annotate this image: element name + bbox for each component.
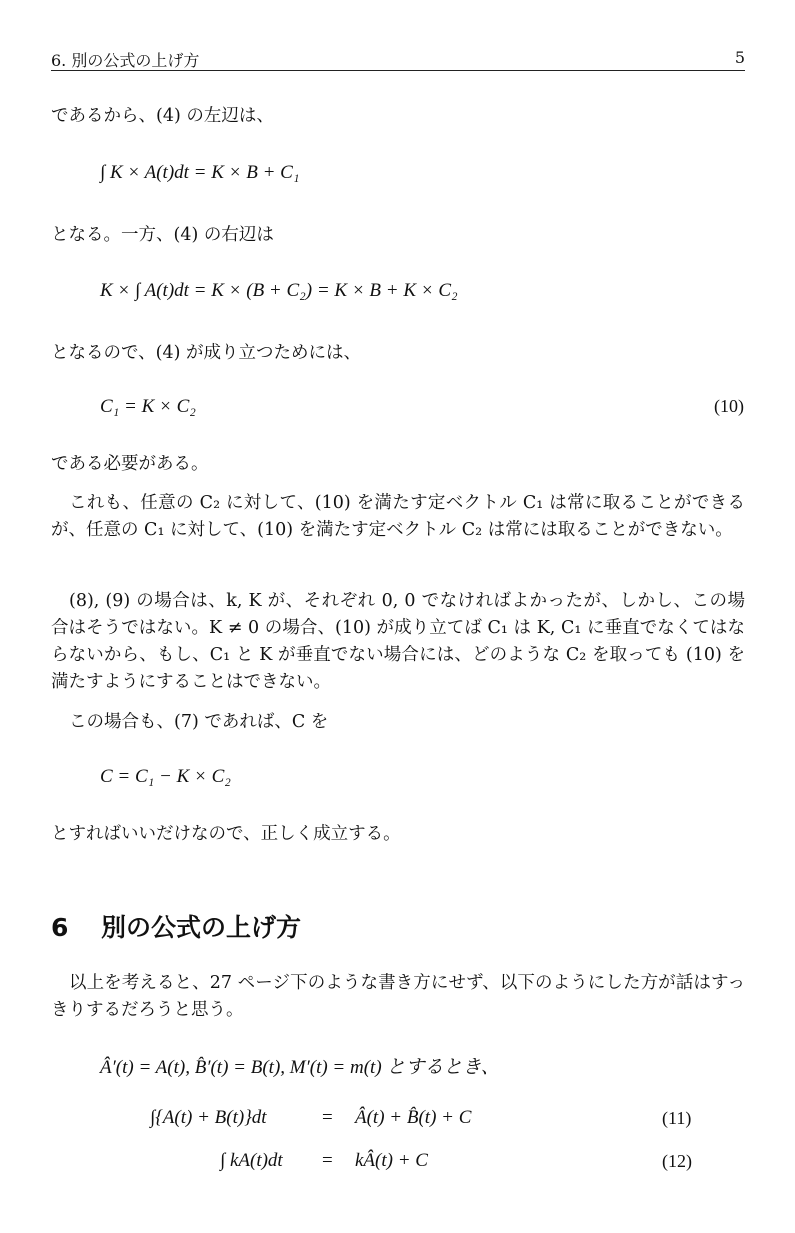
equation-number: (10): [714, 396, 744, 416]
equation-rhs: Â(t) + B̂(t) + C: [355, 1107, 472, 1128]
running-header-section: 6. 別の公式の上げ方: [51, 51, 200, 70]
equation: Â′(t) = A(t), B̂′(t) = B(t), M′(t) = m(t) とするとき、: [100, 1057, 500, 1078]
paragraph: (8), (9) の場合は、k, K が、それぞれ 0, 0 でなければよかったが、しかし、この場合はそうではない。K ≠ 0 の場合、(10) が成り立てば C₁ は K, C₁ に垂直でなくてはならないから、もし、C₁ と K が垂直でない場合には、どのような C₂ を取っても (10) を満たすようにすることはできない。: [51, 591, 745, 692]
paragraph: であるから、(4) の左辺は、: [51, 106, 274, 126]
equation: ∫ K × A(t)dt = K × B + C₁: [100, 162, 300, 183]
equation-relation: =: [322, 1150, 333, 1171]
paragraph: これも、任意の C₂ に対して、(10) を満たす定ベクトル C₁ は常に取ることができるが、任意の C₁ に対して、(10) を満たす定ベクトル C₂ は常には取ることができない。: [51, 493, 745, 540]
equation: C₁ = K × C₂: [100, 396, 196, 417]
paragraph: とすればいいだけなので、正しく成立する。: [51, 824, 401, 844]
section-number: 6: [51, 913, 69, 942]
equation: C = C₁ − K × C₂: [100, 766, 231, 787]
section-heading: [51, 908, 301, 944]
equation-lhs: ∫{A(t) + B(t)}dt: [150, 1107, 267, 1128]
paragraph: 以上を考えると、27 ページ下のような書き方にせず、以下のようにした方が話はすっきりするだろうと思う。: [51, 973, 745, 1020]
equation-number: (12): [662, 1151, 692, 1171]
equation-relation: =: [322, 1107, 333, 1128]
paragraph: である必要がある。: [51, 454, 209, 474]
running-header: [51, 48, 745, 71]
equation-rhs: kÂ(t) + C: [355, 1150, 428, 1171]
paragraph: となるので、(4) が成り立つためには、: [51, 343, 362, 363]
page-number: 5: [734, 48, 745, 67]
equation-lhs: ∫ kA(t)dt: [220, 1150, 283, 1171]
equation-number: (11): [662, 1108, 692, 1128]
paragraph: この場合も、(7) であれば、C を: [69, 712, 329, 732]
section-title: 別の公式の上げ方: [101, 913, 302, 942]
equation: K × ∫ A(t)dt = K × (B + C₂) = K × B + K × C₂: [100, 280, 458, 301]
paragraph: となる。一方、(4) の右辺は: [51, 225, 274, 245]
